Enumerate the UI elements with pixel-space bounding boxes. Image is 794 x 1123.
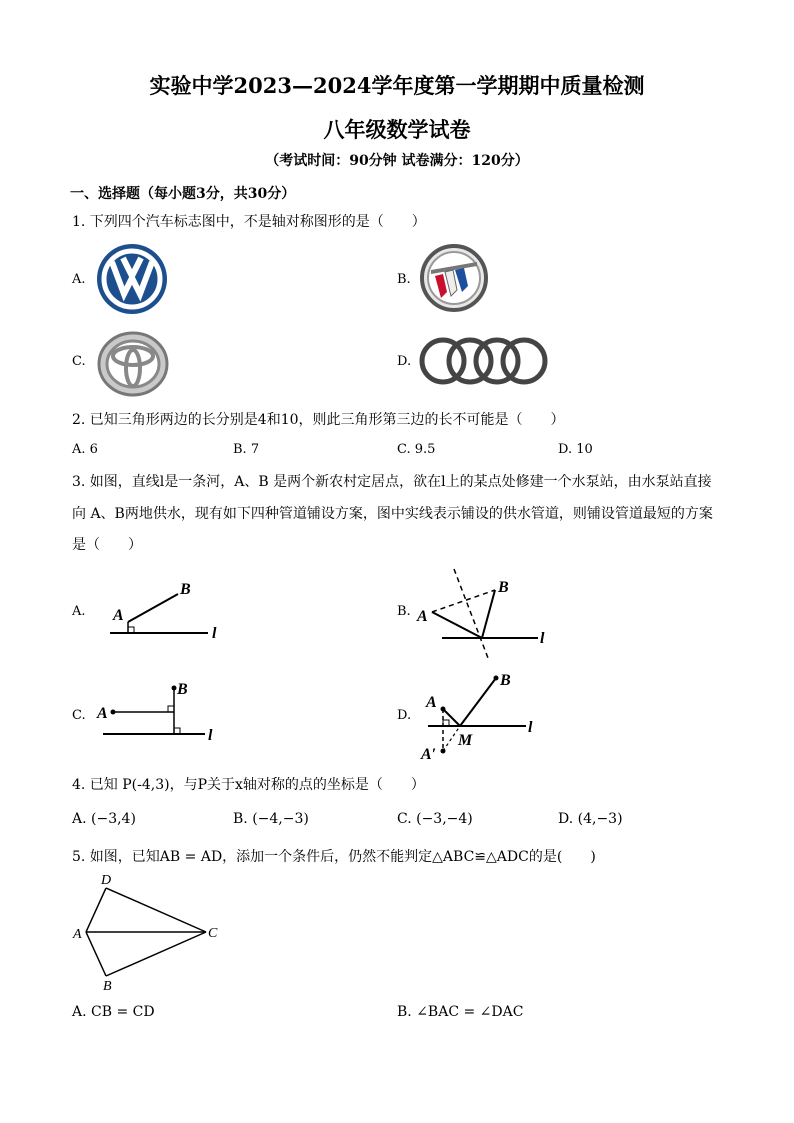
q3-stem-line1: 3. 如图，直线l是一条河，A、B 是两个新农村定居点，欲在l上的某点处修建一个水泵站，由水泵站直接	[72, 474, 712, 490]
exam-info: （考试时间：90分钟 试卷满分：120分）	[265, 153, 529, 169]
label-l: l	[208, 727, 213, 744]
exam-subtitle: 八年级数学试卷	[323, 117, 471, 142]
q1-option-c: C.	[72, 354, 86, 369]
label-a-prime: A′	[421, 746, 437, 763]
q3-figure-b	[412, 566, 557, 661]
exam-title: 实验中学2023—2024学年度第一学期期中质量检测	[149, 73, 645, 98]
q2-option-d: D. 10	[558, 442, 593, 457]
q4-option-c: C. (−3,−4)	[397, 811, 473, 827]
q5-figure	[68, 870, 228, 995]
q3-stem-line2: 向 A、B两地供水，现有如下四种管道铺设方案，图中实线表示铺设的供水管道，则铺设管道最短的方案	[72, 506, 713, 522]
label-c: C	[208, 926, 218, 941]
label-l: l	[212, 625, 217, 642]
q4-option-d: D. (4,−3)	[558, 811, 623, 827]
vw-logo	[93, 242, 173, 316]
label-b: B	[180, 581, 191, 598]
q4-option-a: A. (−3,4)	[72, 811, 136, 827]
q3-option-c: C.	[72, 708, 86, 723]
label-a: A	[426, 694, 437, 711]
label-d: D	[101, 873, 112, 888]
label-b: B	[177, 681, 188, 698]
section-title: 一、选择题（每小题3分，共30分）	[70, 186, 296, 202]
label-m: M	[458, 732, 473, 749]
q3-figure-d	[416, 665, 551, 765]
q2-option-b: B. 7	[233, 442, 260, 457]
q1-option-a: A.	[72, 272, 86, 287]
q3-option-d: D.	[397, 708, 412, 723]
q5-option-a: A. CB = CD	[72, 1004, 155, 1020]
q2-option-a: A. 6	[72, 442, 98, 457]
label-l: l	[540, 630, 545, 647]
q2-option-c: C. 9.5	[397, 442, 436, 457]
label-b: B	[500, 672, 511, 689]
q3-option-a: A.	[72, 604, 86, 619]
q5-option-b: B. ∠BAC = ∠DAC	[397, 1004, 524, 1020]
q1-option-d: D.	[397, 354, 412, 369]
buick-logo	[417, 242, 491, 314]
q5-stem: 5. 如图，已知AB = AD，添加一个条件后，仍然不能判定△ABC≌△ADC的是( )	[72, 849, 596, 865]
label-b: B	[498, 579, 509, 596]
label-a: A	[97, 705, 108, 722]
toyota-logo	[93, 328, 173, 400]
q3-option-b: B.	[397, 604, 411, 619]
audi-logo	[416, 333, 550, 389]
q3-stem-line3: 是（ ）	[72, 537, 142, 553]
label-a: A	[113, 607, 124, 624]
label-a: A	[73, 927, 82, 942]
q3-figure-a	[100, 572, 230, 644]
q1-stem: 1. 下列四个汽车标志图中，不是轴对称图形的是（ ）	[72, 214, 426, 230]
q4-stem: 4. 已知 P(-4,3)，与P关于x轴对称的点的坐标是（ ）	[72, 777, 425, 793]
label-l: l	[528, 719, 533, 736]
label-b: B	[103, 979, 112, 994]
q1-option-b: B.	[397, 272, 411, 287]
q4-option-b: B. (−4,−3)	[233, 811, 309, 827]
label-a: A	[417, 608, 428, 625]
q3-figure-c	[93, 678, 223, 748]
q2-stem: 2. 已知三角形两边的长分别是4和10，则此三角形第三边的长不可能是（ ）	[72, 412, 565, 428]
